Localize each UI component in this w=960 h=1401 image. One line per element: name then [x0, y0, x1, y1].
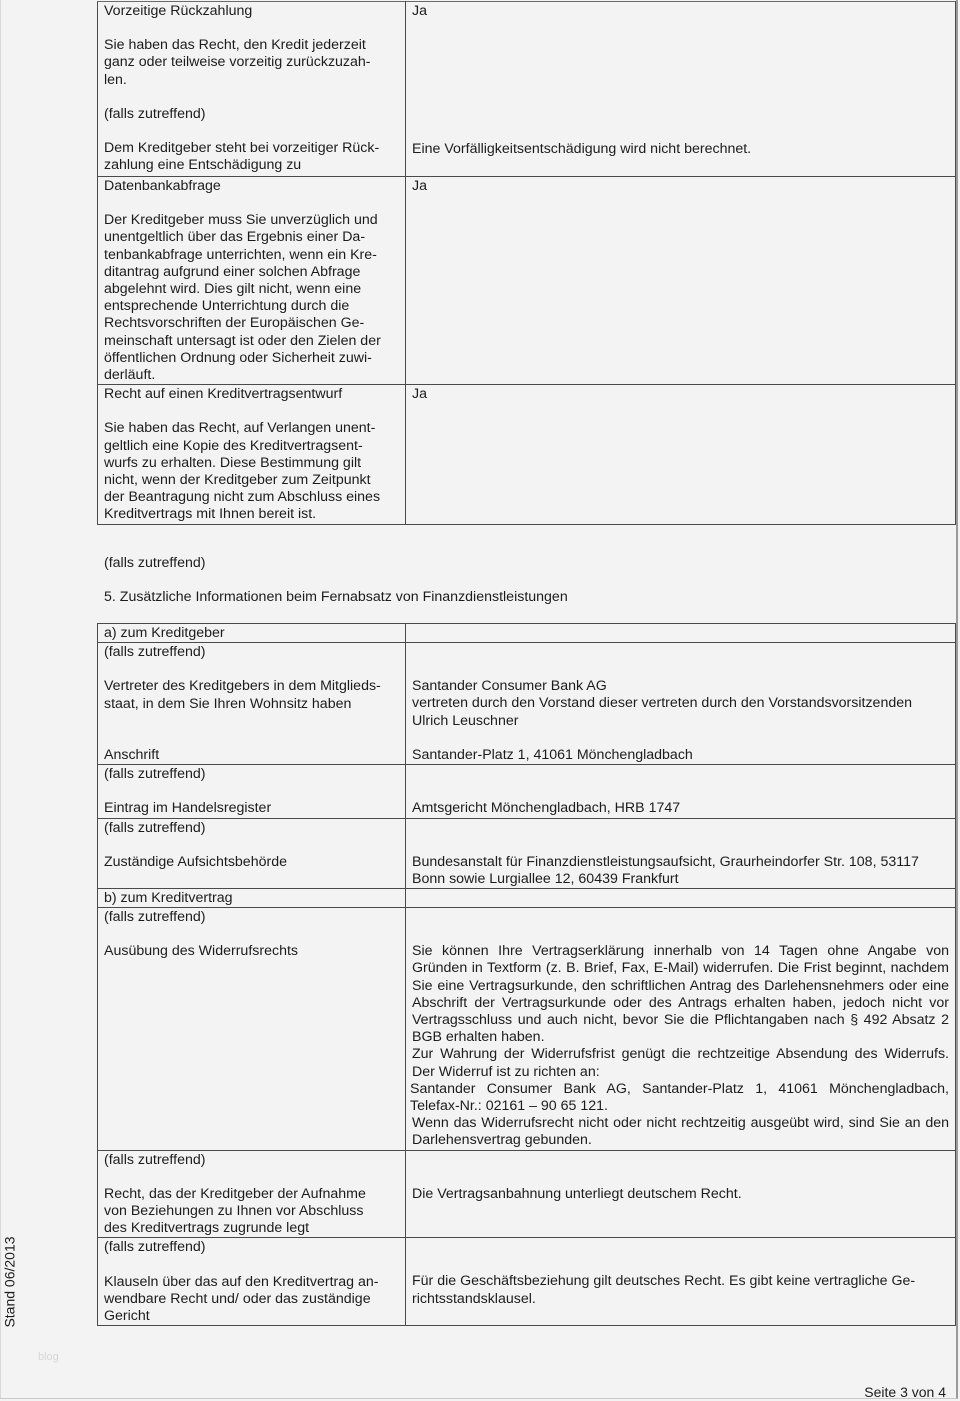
cell-label: [98, 765, 406, 818]
widerruf-label: Ausübung des Widerrufsrechts: [104, 943, 298, 960]
table-row-recht: [98, 1150, 956, 1238]
cell-label: [98, 889, 406, 908]
table-row-widerruf: [98, 908, 956, 1150]
row-title: Datenbankabfrage: [104, 178, 221, 194]
handelsregister-label: Eintrag im Handelsregister: [104, 800, 272, 817]
cell-value: [406, 765, 956, 818]
compensation-value: Eine Vorfälligkeitsentschädigung wird nicht berechnet.: [412, 141, 752, 157]
falls-zutreffend-note: (falls zutreffend): [104, 909, 206, 926]
cell-label: [98, 2, 406, 177]
aufsicht-label: Zuständige Aufsichtsbehörde: [104, 853, 287, 870]
falls-zutreffend-note: (falls zutreffend): [104, 819, 206, 836]
recht-label: Recht, das der Kreditgeber der Aufnahme von Beziehungen zu Ihnen vor Abschluss des Kreditvertrags zugrunde legt: [104, 1185, 366, 1237]
falls-zutreffend-note: (falls zutreffend): [104, 766, 206, 783]
table-row-klauseln: [98, 1238, 956, 1326]
table-row-kreditvertragsentwurf: [98, 385, 956, 524]
compensation-label: Dem Kreditgeber steht bei vorzeitiger Rück- zahlung eine Entschädigung zu: [104, 140, 380, 174]
cell-label: [98, 385, 406, 524]
cell-value: [406, 2, 956, 177]
cell-value: [406, 1150, 956, 1238]
falls-zutreffend-note: (falls zutreffend): [104, 1151, 206, 1168]
falls-zutreffend-note: (falls zutreffend): [104, 105, 206, 122]
falls-zutreffend-note: (falls zutreffend): [104, 555, 206, 571]
row-description: Der Kreditgeber muss Sie unverzüglich und unentgeltlich über das Ergebnis einer Da- tenbankabfrage unterrichten, wenn ein Kre- ditantrag aufgrund einer solchen Abfrage abgelehnt wird. Dies gilt nicht, wenn eine entsprechende Unterrichtung durch die Rechtsvorschriften der Europäischen Ge- meinschaft untersagt ist oder den Zielen der öffentlichen Ordnung oder Sicherheit zuwi- derläuft.: [104, 212, 381, 384]
stand-date-margin: [1, 1232, 18, 1332]
table-row-handelsregister: [98, 765, 956, 818]
widerruf-text-2: Zur Wahrung der Widerrufsfrist genügt die rechtzeitige Absendung des Widerrufs. Der Widerruf ist zu richten an:: [412, 1046, 949, 1080]
recht-value: Die Vertragsanbahnung unterliegt deutschem Recht.: [412, 1185, 742, 1202]
cell-label: [98, 908, 406, 1150]
widerruf-address: Santander Consumer Bank AG, Santander-Platz 1, 41061 Mönchengladbach, Telefax-Nr.: 02161 – 90 65 121.: [410, 1080, 949, 1115]
value-ja: Ja: [412, 3, 427, 19]
aufsicht-value: Bundesanstalt für Finanzdienstleistungsaufsicht, Graurheindorfer Str. 108, 53117 Bonn sowie Lurgiallee 12, 60439 Frankfurt: [412, 853, 919, 887]
cell-label: [98, 1150, 406, 1238]
table-row-vorzeitige-rueckzahlung: [98, 2, 956, 177]
watermark: blog: [38, 1351, 59, 1363]
cell-value: [406, 908, 956, 1150]
row-description: Sie haben das Recht, auf Verlangen unent- geltlich eine Kopie des Kreditvertragsent- wurfs zu erhalten. Diese Bestimmung gilt nicht, wenn der Kreditgeber zum Zeitpunkt der Beantragung nicht zum Abschluss eines Kreditvertrags mit Ihnen bereit ist.: [104, 420, 381, 523]
falls-zutreffend-note: (falls zutreffend): [104, 1239, 206, 1256]
anschrift-value: Santander-Platz 1, 41061 Mönchengladbach: [412, 746, 693, 763]
table-row-datenbankabfrage: [98, 177, 956, 385]
klauseln-label: Klauseln über das auf den Kreditvertrag an- wendbare Recht und/ oder das zuständige Gericht: [104, 1273, 379, 1325]
table-row-b-header: [98, 889, 956, 908]
row-title: Vorzeitige Rückzahlung: [104, 3, 253, 19]
distance-selling-info-table: [97, 623, 956, 1326]
early-repayment-table: [97, 1, 956, 525]
cell-label: [98, 818, 406, 888]
vertreter-label: Vertreter des Kreditgebers in dem Mitglieds- staat, in dem Sie Ihren Wohnsitz haben: [104, 678, 381, 712]
row-title: Recht auf einen Kreditvertragsentwurf: [104, 386, 343, 403]
table-row-aufsichtsbehoerde: [98, 818, 956, 888]
handelsregister-value: Amtsgericht Mönchengladbach, HRB 1747: [412, 800, 681, 817]
table-row-a-header: [98, 624, 956, 643]
cell-value-empty: [406, 624, 956, 643]
cell-value: [406, 1238, 956, 1326]
cell-value: [406, 385, 956, 524]
widerruf-text-1: Sie können Ihre Vertragserklärung innerhalb von 14 Tagen ohne Angabe von Gründen in Textform (z. B. Brief, Fax, E-Mail) widerrufen. Die Frist beginnt, nachdem Sie eine Vertragsurkunde, den schriftlichen Antrag des Darlehensnehmers oder eine Abschrift der Vertragsurkunde oder des Antrags erhalten haben, jedoch nicht vor Vertragsschluss und auch nicht, bevor Sie die Pflichtangaben nach § 492 Absatz 2 BGB erhalten haben.: [412, 943, 949, 1046]
cell-label: [98, 624, 406, 643]
cell-value: [406, 643, 956, 765]
subsection-a-heading: a) zum Kreditgeber: [104, 625, 225, 641]
cell-value-empty: [406, 889, 956, 908]
cell-label: [98, 177, 406, 385]
falls-zutreffend-note: (falls zutreffend): [104, 644, 206, 661]
page-number: Seite 3 von 4: [864, 1384, 946, 1400]
cell-label: [98, 1238, 406, 1326]
table-row-vertreter-anschrift: [98, 643, 956, 765]
cell-label: [98, 643, 406, 765]
stand-date-label: Stand 06/2013: [0, 1236, 17, 1328]
klauseln-value: Für die Geschäftsbeziehung gilt deutsches Recht. Es gibt keine vertragliche Ge- richtsstandsklausel.: [412, 1273, 916, 1307]
vertreter-value: Santander Consumer Bank AG vertreten durch den Vorstand dieser vertreten durch den Vorstandsvorsitzenden Ulrich Leuschner: [412, 678, 913, 729]
value-ja: Ja: [412, 386, 427, 403]
row-description: Sie haben das Recht, den Kredit jederzeit ganz oder teilweise vorzeitig zurückzuzah- len.: [104, 37, 371, 88]
widerruf-text-3: Wenn das Widerrufsrecht nicht oder nicht rechtzeitig ausgeübt wird, sind Sie an den Darlehensvertrag gebunden.: [412, 1115, 949, 1149]
anschrift-label: Anschrift: [104, 746, 160, 763]
cell-value: [406, 177, 956, 385]
subsection-b-heading: b) zum Kreditvertrag: [104, 890, 233, 907]
value-ja: Ja: [412, 178, 427, 194]
cell-value: [406, 818, 956, 888]
section-heading: 5. Zusätzliche Informationen beim Fernabsatz von Finanzdienstleistungen: [104, 589, 568, 605]
